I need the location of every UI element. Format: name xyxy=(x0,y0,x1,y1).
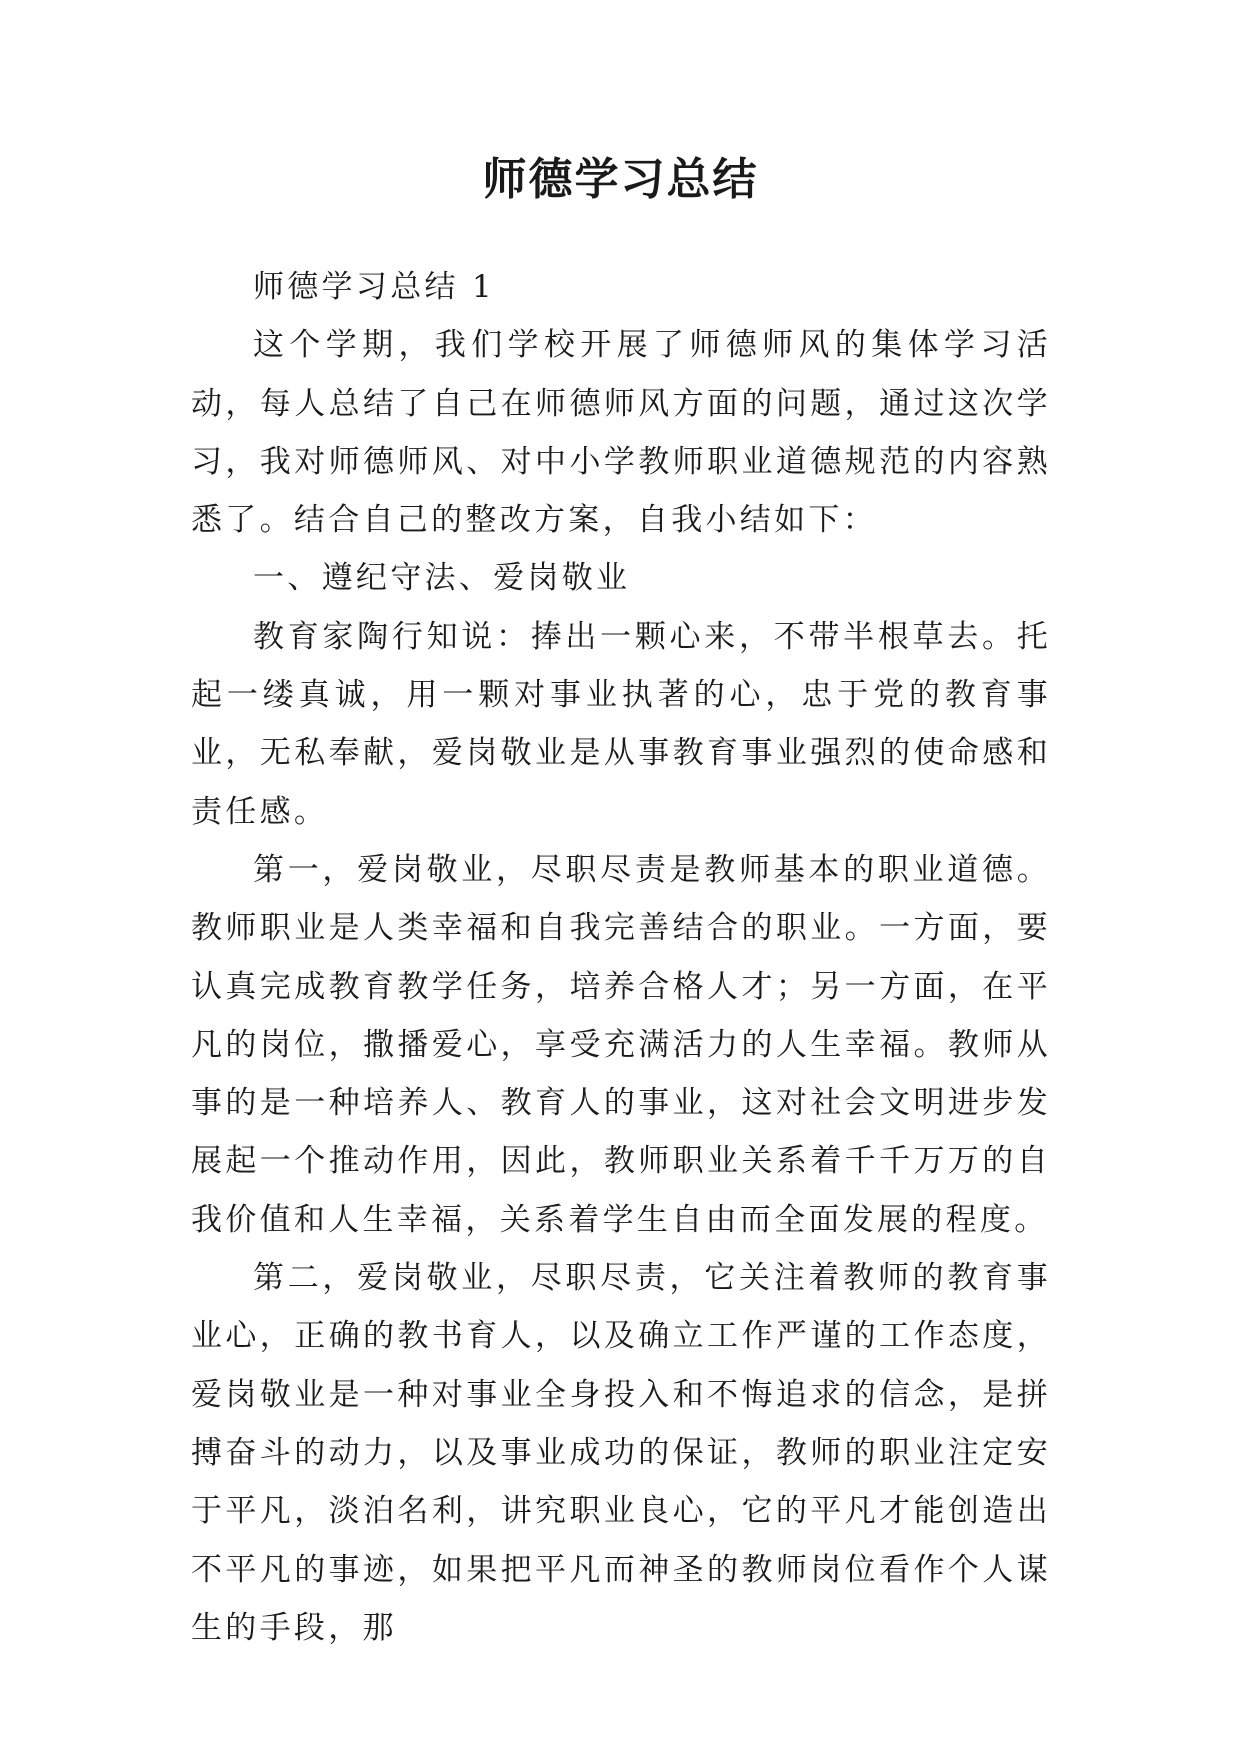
subsection-heading: 一、遵纪守法、爱岗敬业 xyxy=(253,560,631,597)
intro-paragraph: 这个学期，我们学校开展了师德师风的集体学习活动，每人总结了自己在师德师风方面的问题，通过这次学习，我对师德师风、对中小学教师职业道德规范的内容熟悉了。结合自己的整改方案，自我小结如下： xyxy=(191,327,1051,539)
body-paragraph: 第二，爱岗敬业，尽职尽责，它关注着教师的教育事业心，正确的教书育人，以及确立工作严谨的工作态度，爱岗敬业是一种对事业全身投入和不悔追求的信念，是拼搏奋斗的动力，以及事业成功的保证，教师的职业注定安于平凡，淡泊名利，讲究职业良心，它的平凡才能创造出不平凡的事迹，如果把平凡而神圣的教师岗位看作个人谋生的手段，那 xyxy=(191,1260,1051,1646)
body-paragraph: 教育家陶行知说：捧出一颗心来，不带半根草去。托起一缕真诚，用一颗对事业执著的心，忠于党的教育事业，无私奉献，爱岗敬业是从事教育事业强烈的使命感和责任感。 xyxy=(191,618,1051,830)
document-body xyxy=(191,258,1051,1657)
body-paragraph: 第一，爱岗敬业，尽职尽责是教师基本的职业道德。教师职业是人类幸福和自我完善结合的职业。一方面，要认真完成教育教学任务，培养合格人才；另一方面，在平凡的岗位，撒播爱心，享受充满活力的人生幸福。教师从事的是一种培养人、教育人的事业，这对社会文明进步发展起一个推动作用，因此，教师职业关系着千千万万的自我价值和人生幸福，关系着学生自由而全面发展的程度。 xyxy=(191,851,1051,1238)
document-title: 师德学习总结 xyxy=(482,154,759,205)
section-heading: 师德学习总结 1 xyxy=(253,269,495,305)
